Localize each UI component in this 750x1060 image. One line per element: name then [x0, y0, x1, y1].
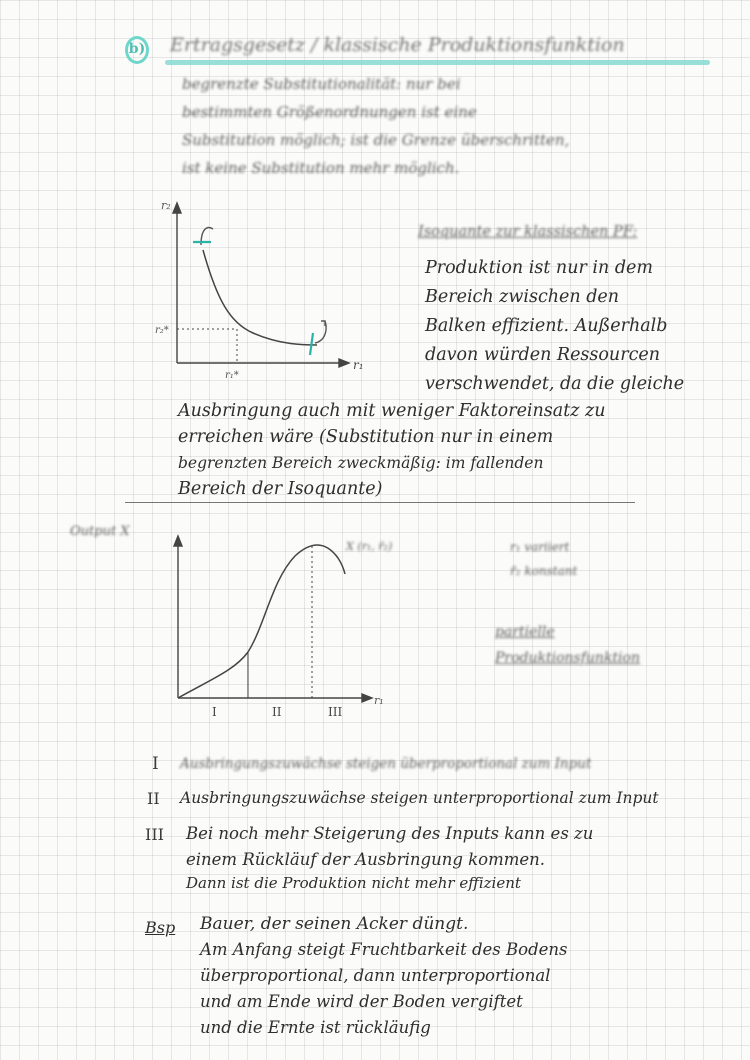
stage-text-cont: Dann ist die Produktion nicht mehr effizient	[186, 874, 521, 892]
stage-number: III	[145, 825, 164, 844]
section-divider	[125, 502, 635, 503]
production-function-graph	[160, 530, 400, 730]
stage-text-cont: einem Rückläuf der Ausbringung kommen.	[186, 850, 546, 869]
intro-line: ist keine Substitution mehr möglich.	[182, 159, 460, 177]
y-axis-arrow	[174, 536, 182, 546]
section-bullet: b)	[125, 36, 149, 64]
example-line: überproportional, dann unterproportional	[200, 966, 551, 985]
x-axis-arrow	[362, 694, 372, 702]
y-star-label: r₂*	[155, 325, 169, 336]
stage-number: II	[147, 789, 160, 808]
x-axis-label: r₁	[374, 694, 384, 707]
efficiency-bar-right	[310, 333, 313, 355]
isoquant-line: davon würden Ressourcen	[425, 345, 660, 365]
x-axis-arrow	[339, 359, 349, 367]
legend-line: r₁ variiert	[510, 540, 570, 554]
isoquant-cont-line: erreichen wäre (Substitution nur in einem	[178, 427, 554, 447]
stage-label-1: I	[212, 705, 217, 719]
curve-hook-end	[315, 321, 326, 343]
y-axis-label: r₂	[161, 199, 171, 212]
x-star-label: r₁*	[225, 370, 239, 381]
stage-label-2: II	[272, 705, 282, 719]
curve-label: X (r₁, r̄₂)	[346, 540, 393, 553]
isoquant-line: Balken effizient. Außerhalb	[425, 316, 668, 336]
isoquant-graph	[145, 195, 385, 385]
isoquant-cont-line: Ausbringung auch mit weniger Faktoreinsatz zu	[178, 401, 606, 421]
isoquant-heading: Isoquante zur klassischen PF:	[418, 224, 638, 240]
example-line: Am Anfang steigt Fruchtbarkeit des Bodens	[200, 940, 568, 959]
section-title: Ertragsgesetz / klassische Produktionsfunktion	[170, 34, 625, 56]
intro-line: begrenzte Substitutionalität: nur bei	[182, 75, 461, 93]
stage-number: I	[152, 754, 159, 774]
example-label: Bsp	[145, 918, 176, 937]
isoquant-cont-line: Bereich der Isoquante)	[178, 479, 383, 499]
partial-heading: partielle	[495, 624, 555, 640]
output-axis-label: Output X	[70, 524, 130, 539]
stage-text: Ausbringungszuwächse steigen überproportional zum Input	[180, 756, 592, 772]
isoquant-line: Bereich zwischen den	[425, 287, 620, 307]
example-line: und die Ernte ist rückläufig	[200, 1018, 431, 1037]
title-highlight	[165, 60, 710, 65]
production-curve	[178, 545, 345, 698]
isoquant-line: Produktion ist nur in dem	[425, 258, 653, 278]
x-axis-label: r₁	[353, 358, 364, 372]
isoquant-line: verschwendet, da die gleiche	[425, 374, 685, 394]
intro-line: bestimmten Größenordnungen ist eine	[182, 103, 477, 121]
legend-line: r̄₂ konstant	[510, 564, 578, 578]
intro-line: Substitution möglich; ist die Grenze überschritten,	[182, 131, 570, 149]
isoquant-cont-line: begrenzten Bereich zweckmäßig: im fallenden	[178, 454, 544, 472]
isoquant-curve	[203, 250, 317, 345]
example-line: und am Ende wird der Boden vergiftet	[200, 992, 523, 1011]
stage-label-3: III	[328, 705, 343, 719]
stage-text: Bei noch mehr Steigerung des Inputs kann es zu	[186, 824, 594, 843]
example-line: Bauer, der seinen Acker düngt.	[200, 914, 469, 934]
stage-text: Ausbringungszuwächse steigen unterproportional zum Input	[180, 789, 659, 807]
partial-heading: Produktionsfunktion	[495, 650, 640, 666]
y-axis-arrow	[173, 203, 181, 213]
